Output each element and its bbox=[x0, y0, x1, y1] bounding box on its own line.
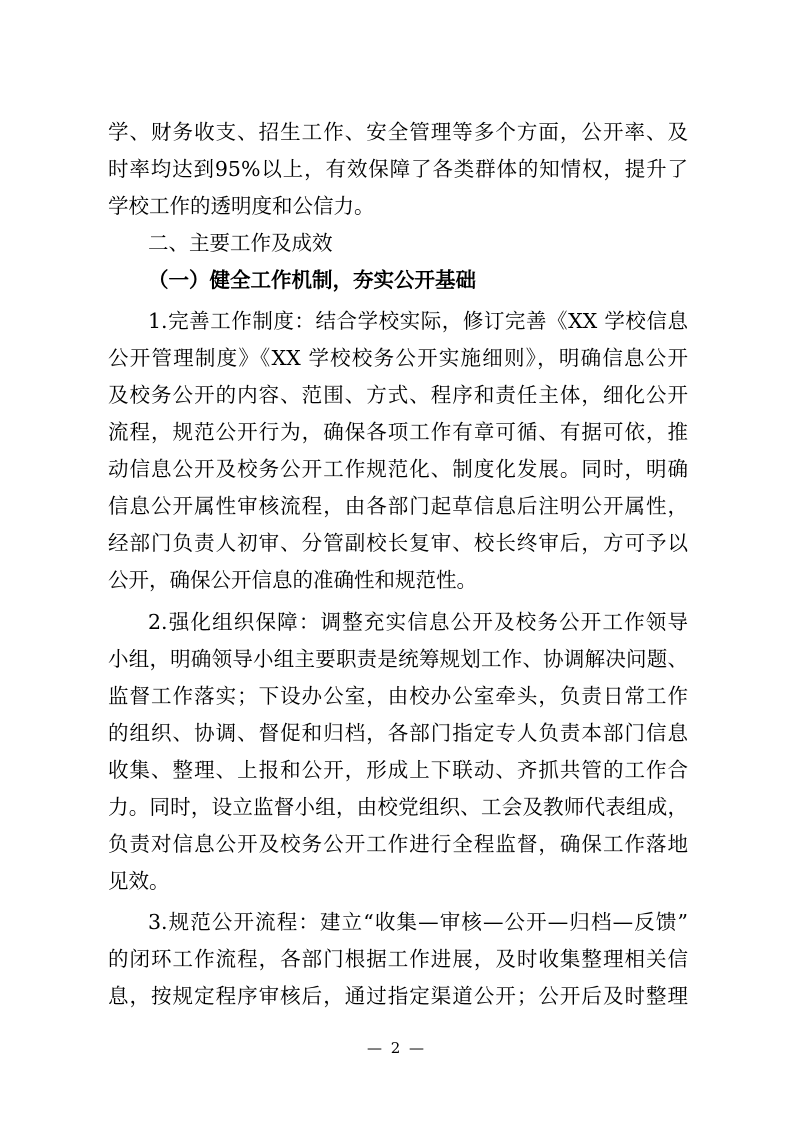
body-text-line: 及校务公开的内容、范围、方式、程序和责任主体，细化公开 bbox=[108, 383, 688, 407]
section-heading: 二、主要工作及成效 bbox=[148, 231, 333, 255]
body-text-line: 公开管理制度》《XX 学校校务公开实施细则》，明确信息公开 bbox=[108, 346, 688, 370]
body-text-line: 小组，明确领导小组主要职责是统筹规划工作、协调解决问题、 bbox=[108, 647, 688, 671]
body-text-line: 公开，确保公开信息的准确性和规范性。 bbox=[108, 568, 477, 592]
paragraph-first-line: 2.强化组织保障：调整充实信息公开及校务公开工作领导 bbox=[148, 610, 688, 634]
body-text-line: 信息公开属性审核流程，由各部门起草信息后注明公开属性， bbox=[108, 494, 688, 518]
body-text-line: 负责对信息公开及校务公开工作进行全程监督，确保工作落地 bbox=[108, 832, 688, 856]
body-text-line: 监督工作落实；下设办公室，由校办公室牵头，负责日常工作 bbox=[108, 684, 688, 708]
body-text-line: 的组织、协调、督促和归档，各部门指定专人负责本部门信息 bbox=[108, 721, 688, 745]
subsection-heading: （一）健全工作机制，夯实公开基础 bbox=[148, 268, 476, 292]
body-text-line: 时率均达到95%以上，有效保障了各类群体的知情权，提升了 bbox=[108, 157, 688, 181]
body-text-line: 流程，规范公开行为，确保各项工作有章可循、有据可依，推 bbox=[108, 420, 688, 444]
body-text-line: 的闭环工作流程，各部门根据工作进展，及时收集整理相关信 bbox=[108, 947, 688, 971]
body-text-line: 学校工作的透明度和公信力。 bbox=[108, 194, 375, 218]
body-text-line: 动信息公开及校务公开工作规范化、制度化发展。同时，明确 bbox=[108, 457, 688, 481]
body-text-line: 学、财务收支、招生工作、安全管理等多个方面，公开率、及 bbox=[108, 120, 688, 144]
paragraph-first-line: 3.规范公开流程：建立“收集—审核—公开—归档—反馈” bbox=[148, 910, 688, 934]
body-text-line: 息，按规定程序审核后，通过指定渠道公开；公开后及时整理 bbox=[108, 984, 688, 1008]
body-text-line: 力。同时，设立监督小组，由校党组织、工会及教师代表组成， bbox=[108, 795, 688, 819]
paragraph-first-line: 1.完善工作制度：结合学校实际，修订完善《XX 学校信息 bbox=[148, 309, 688, 333]
body-text-line: 经部门负责人初审、分管副校长复审、校长终审后，方可予以 bbox=[108, 531, 688, 555]
body-text-line: 收集、整理、上报和公开，形成上下联动、齐抓共管的工作合 bbox=[108, 758, 688, 782]
body-text-line: 见效。 bbox=[108, 869, 170, 893]
page-number: — 2 — bbox=[366, 1039, 427, 1057]
